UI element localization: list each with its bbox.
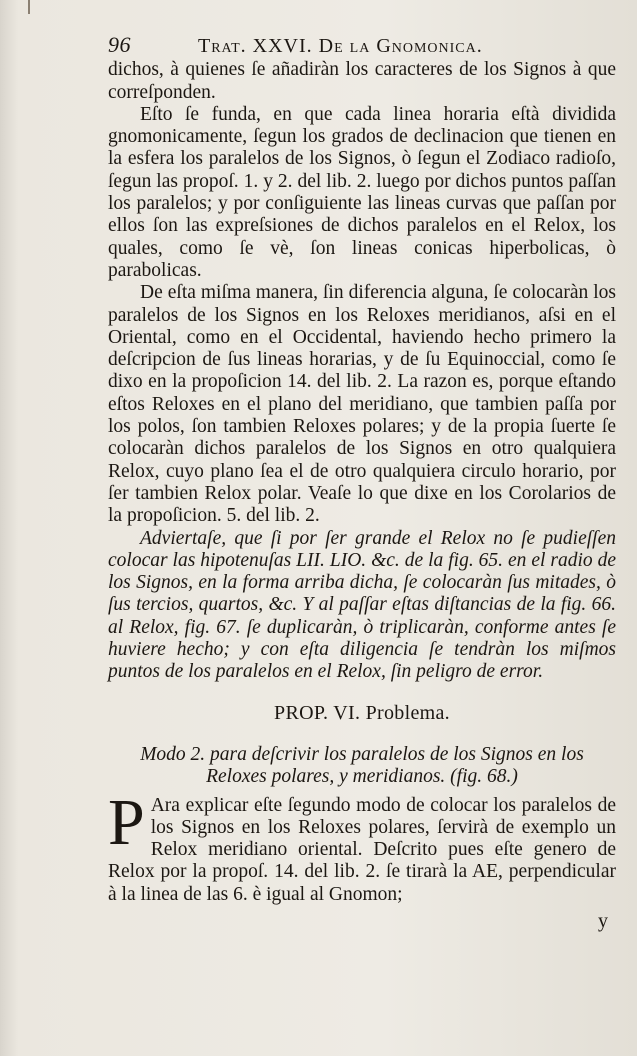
proposition-subtitle: Modo 2. para deſcrivir los paralelos de los Signos en los Reloxes polares, y meridianos. (fig. 68.): [140, 743, 584, 788]
paragraph-explanation: Eſto ſe funda, en que cada linea horaria eſtà dividida gnomonicamente, ſegun los grados de declinacion que tienen en la esfera los paralelos de los Signos, ò ſegun el Zodiaco radioſo, ſegun las propoſ. 1. y 2. del lib. 2. luego por dichos puntos paſſan los paralelos; y por conſiguiente las lineas curvas que paſſan por ellos ſon las expreſsiones de dichos paralelos en el Relox, los quales, como ſe vè, ſon lineas conicas hiperbolicas, ò parabolicas.: [108, 103, 616, 281]
paragraph-note: Adviertaſe, que ſi por ſer grande el Relox no ſe pudieſſen colocar las hipotenuſas LII. LIO. &c. de la fig. 65. en el radio de los Signos, en la forma arriba dicha, ſe colocaràn ſus mitades, ò ſus tercios, quartos, &c. Y al paſſar eſtas diſtancias de la fig. 66. al Relox, fig. 67. ſe duplicaràn, ò triplicaràn, conforme antes ſe huviere hecho; y con eſta diligencia ſe tendràn los miſmos puntos de los paralelos en el Relox, ſin peligro de error.: [108, 527, 616, 683]
margin-mark: [28, 0, 30, 14]
paragraph-continued: dichos, à quienes ſe añadiràn los caracteres de los Signos à que correſponden.: [108, 59, 616, 103]
proposition-title: PROP. VI. Problema.: [274, 701, 450, 724]
proposition-body: Ara explicar eſte ſegundo modo de colocar los paralelos de los Signos en los Reloxes polares, ſervirà de exemplo un Relox meridiano oriental. Deſcrito pues eſte genero de Relox por la propoſ. 14. del lib. 2. ſe tirarà la AE, perpendicular à la linea de las 6. è igual al Gnomon;: [108, 794, 616, 905]
proposition-body-paragraph: [108, 785, 616, 906]
paragraph-method: De eſta miſma manera, ſin diferencia alguna, ſe colocaràn los paralelos de los Signos en los Reloxes meridianos, aſsi en el Oriental, como en el Occidental, haviendo hecho primero la deſcripcion de ſus lineas horarias, y de ſu Equinoccial, como ſe dixo en la propoſicion 14. del lib. 2. La razon es, porque eſtando eſtos Reloxes en el plano del meridiano, que tambien paſſa por los polos, ſon tambien Reloxes polares; y de la propia ſuerte ſe colocaràn dichos paralelos de los Signos en otro qualquiera Relox, cuyo plano ſea el de otro qualquiera circulo horario, por ſer tambien Relox polar. Veaſe lo que dixe en los Corolarios de la propoſicion. 5. del lib. 2.: [108, 282, 616, 527]
drop-cap: P: [108, 785, 145, 859]
page-content: [108, 34, 616, 932]
running-title: Trat. XXVI. De la Gnomonica.: [198, 35, 483, 57]
page-number: 96: [108, 32, 131, 57]
page-header: [108, 34, 616, 57]
catchword: y: [598, 909, 608, 932]
